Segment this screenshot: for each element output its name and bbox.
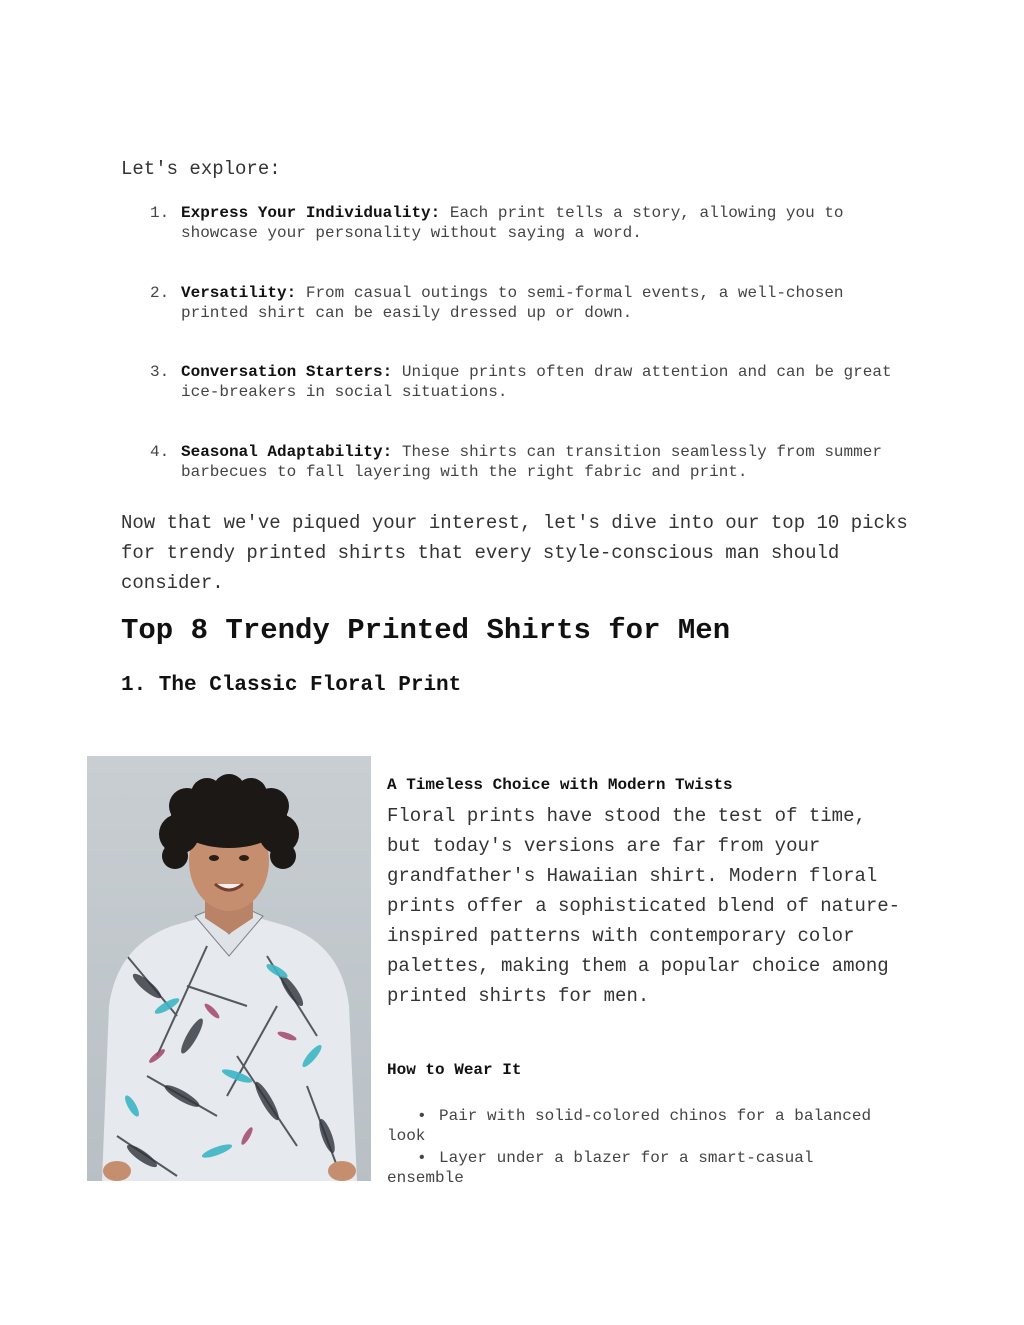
section-subheading: A Timeless Choice with Modern Twists bbox=[387, 776, 733, 794]
intro-text: Let's explore: bbox=[121, 158, 281, 180]
intro-paragraph: Now that we've piqued your interest, let's dive into our top 10 picks for trendy printed shirts that every style-conscious man should consider. bbox=[121, 512, 908, 594]
page-heading: Top 8 Trendy Printed Shirts for Men bbox=[121, 614, 731, 647]
reason-number: 4. bbox=[150, 443, 170, 461]
tip-item bbox=[387, 1148, 887, 1188]
reason-item-4: 4. Seasonal Adaptability: These shirts can transition seamlessly from summer barbecues to fall layering with the right fabric and print. bbox=[150, 443, 882, 481]
tip-item bbox=[387, 1106, 887, 1146]
reason-item-1: 1. Express Your Individuality: Each print tells a story, allowing you to showcase your personality without saying a word. bbox=[150, 204, 844, 242]
bullet-icon: • bbox=[417, 1107, 427, 1125]
reason-title: Versatility bbox=[181, 284, 287, 302]
section-title: 1. The Classic Floral Print bbox=[121, 674, 462, 697]
floral-shirt-photo bbox=[87, 756, 371, 1181]
section-body: Floral prints have stood the test of time, but today's versions are far from your grandfather's Hawaiian shirt. Modern floral prints offer a sophisticated blend of nature-inspired patterns with contemporary color palettes, making them a popular choice among printed shirts for men. bbox=[387, 805, 901, 1007]
reason-number: 3. bbox=[150, 363, 170, 381]
reason-item-3: 3. Conversation Starters: Unique prints often draw attention and can be great ice-breakers in social situations. bbox=[150, 363, 892, 401]
bullet-icon: • bbox=[417, 1149, 427, 1167]
reason-text: Each print tells a story, allowing you to showcase your personality without saying a word. bbox=[181, 204, 844, 242]
reason-number: 1. bbox=[150, 204, 170, 222]
reason-text: From casual outings to semi-formal events, a well-chosen printed shirt can be easily dressed up or down. bbox=[181, 284, 844, 322]
reason-title: Express Your Individuality bbox=[181, 204, 431, 222]
tip-text: Layer under a blazer for a smart-casual ensemble bbox=[387, 1149, 814, 1187]
tip-text: Pair with solid-colored chinos for a balanced look bbox=[387, 1107, 872, 1145]
reason-text: Unique prints often draw attention and can be great ice-breakers in social situations. bbox=[181, 363, 892, 401]
reason-text: These shirts can transition seamlessly from summer barbecues to fall layering with the right fabric and print. bbox=[181, 443, 882, 481]
reason-title: Seasonal Adaptability bbox=[181, 443, 383, 461]
how-to-wear-title: How to Wear It bbox=[387, 1061, 522, 1079]
reason-number: 2. bbox=[150, 284, 170, 302]
reason-item-2: 2. Versatility: From casual outings to semi-formal events, a well-chosen printed shirt can be easily dressed up or down. bbox=[150, 284, 844, 322]
reason-title: Conversation Starters bbox=[181, 363, 383, 381]
